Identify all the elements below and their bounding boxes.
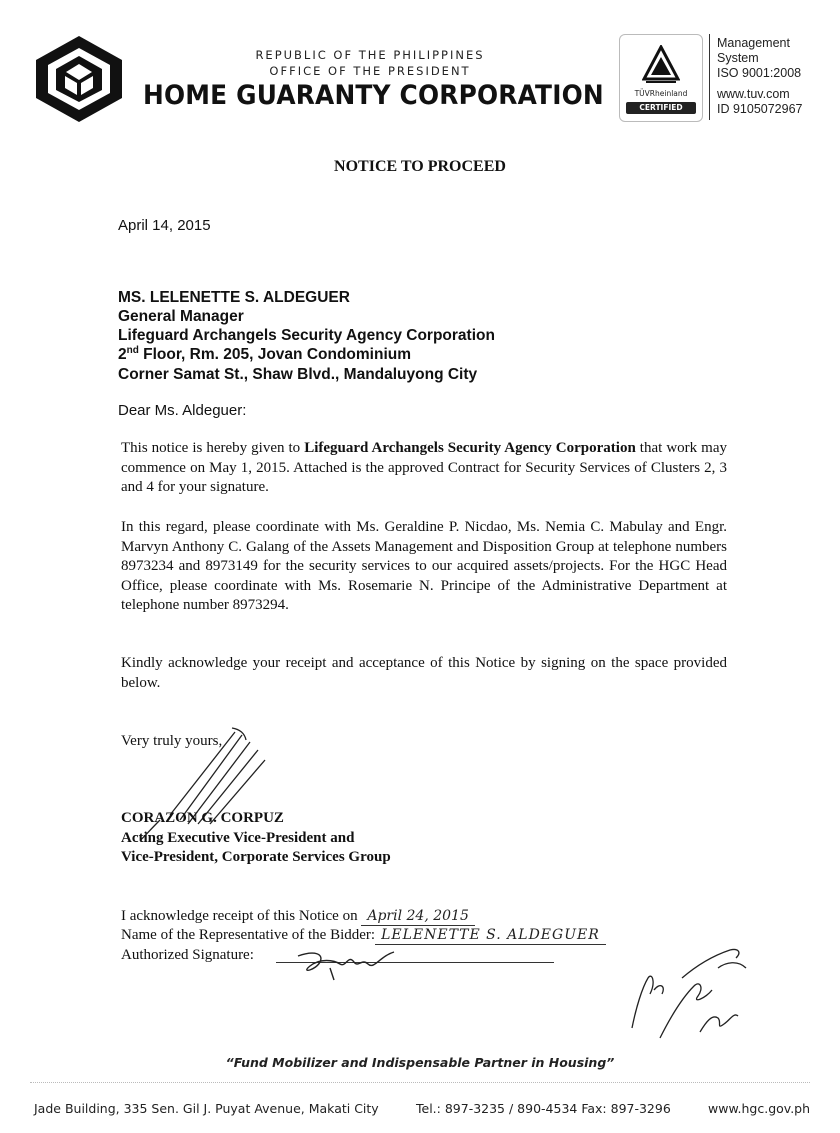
cert-info-line: Management	[717, 36, 790, 50]
footer-website[interactable]: www.hgc.gov.ph	[708, 1101, 811, 1116]
recipient-position: General Manager	[118, 308, 244, 325]
republic-line: REPUBLIC OF THE PHILIPPINES	[255, 48, 485, 62]
signer-signature	[140, 720, 290, 870]
certification-mark	[619, 34, 703, 122]
ack-rep-name: LELENETTE S. ALDEGUER	[375, 926, 606, 945]
notice-title: NOTICE TO PROCEED	[334, 158, 506, 175]
paragraph-2: In this regard, please coordinate with Ms. Geraldine P. Nicdao, Ms. Nemia C. Mabulay and Engr. Marvyn Anthony C. Galang of the Assets Management and Disposition Group at telephone numbers 8973234 and 8973149 for the security services to our acquired assets/projects. For the HGC Head Office, please coordinate with Ms. Rosemarie N. Principe of the Administrative Department at telephone number 8973294.	[121, 519, 727, 613]
cert-info-line: www.tuv.com	[717, 87, 790, 101]
recipient-name: MS. LELENETTE S. ALDEGUER	[118, 289, 350, 306]
recipient-address-line2: Corner Samat St., Shaw Blvd., Mandaluyong City	[118, 366, 478, 383]
recipient-company: Lifeguard Archangels Security Agency Corporation	[118, 327, 495, 344]
tuv-triangle-icon	[642, 45, 680, 85]
footer-tagline: “Fund Mobilizer and Indispensable Partner in Housing”	[225, 1055, 615, 1070]
representative-signature	[290, 946, 400, 982]
signer-name: CORAZON G. CORPUZ	[121, 810, 284, 826]
ack-receipt-label: I acknowledge receipt of this Notice on	[121, 908, 358, 924]
footer-phones: Tel.: 897-3235 / 890-4534 Fax: 897-3296	[416, 1101, 671, 1116]
p1-company: Lifeguard Archangels Security Agency Corporation	[304, 440, 636, 456]
paragraph-1	[121, 439, 727, 498]
cert-mark-name: TÜVRheinland	[634, 89, 688, 98]
footer-address: Jade Building, 335 Sen. Gil J. Puyat Avenue, Makati City	[34, 1101, 379, 1116]
p1-text-rest: that work may commence on May 1, 2015. Attached is the approved Contract for Security Services of Clusters 2, 3 and 4 for your signature.	[121, 440, 727, 495]
signer-position-2: Vice-President, Corporate Services Group	[121, 849, 391, 865]
certified-badge: CERTIFIED	[626, 102, 696, 114]
address-rest: Floor, Rm. 205, Jovan Condominium	[138, 346, 411, 364]
handwritten-annotation	[622, 938, 762, 1048]
letter-date: April 14, 2015	[118, 217, 211, 234]
recipient-address-line1	[118, 345, 411, 364]
cert-info-line: ISO 9001:2008	[717, 66, 802, 80]
p1-text: This notice is hereby given to	[121, 440, 305, 456]
footer-divider	[30, 1082, 810, 1083]
signer-position-1: Acting Executive Vice-President and	[121, 830, 355, 846]
corporation-name: HOME GUARANTY CORPORATION	[143, 80, 604, 111]
office-line: OFFICE OF THE PRESIDENT	[269, 64, 471, 78]
ack-signature-row	[121, 946, 254, 964]
salutation: Dear Ms. Aldeguer:	[118, 402, 247, 419]
ack-sig-label: Authorized Signature:	[121, 947, 254, 963]
closing: Very truly yours,	[121, 733, 223, 749]
paragraph-3: Kindly acknowledge your receipt and acceptance of this Notice by signing on the space provided below.	[121, 655, 727, 691]
ack-rep-label: Name of the Representative of the Bidder:	[121, 927, 376, 943]
cert-divider	[709, 34, 710, 120]
ack-receipt-row	[121, 907, 475, 926]
ack-representative-row	[121, 926, 606, 945]
ack-receipt-date: April 24, 2015	[361, 907, 475, 926]
cert-info-line: ID 9105072967	[717, 102, 803, 116]
floor-ordinal: nd	[126, 345, 139, 356]
cert-info-line: System	[717, 51, 759, 65]
floor-number: 2	[118, 346, 127, 364]
